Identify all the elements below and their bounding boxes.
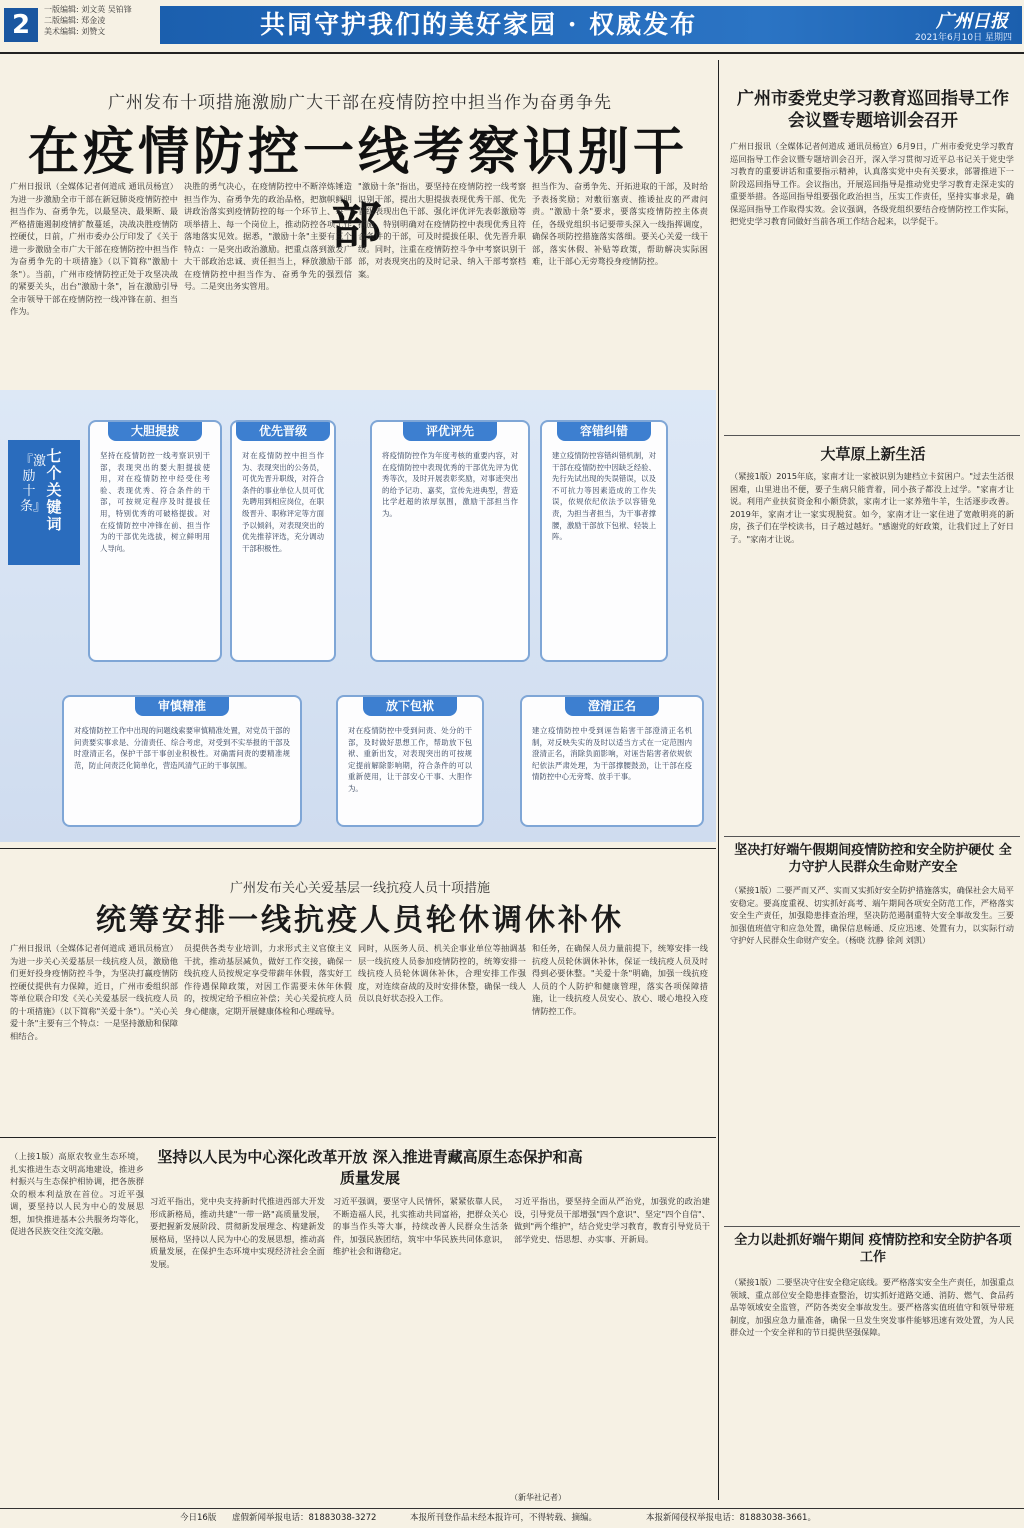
section-title: 共同守护我们的美好家园 · 权威发布: [260, 10, 698, 39]
editor-line: 二版编辑: 郑金凌: [44, 16, 106, 25]
right-rule: [724, 836, 1020, 837]
article1-column: 担当作为、奋勇争先、开拓进取的干部，及时给予表扬奖励；对敷衍塞责、推诿扯皮的严肃问责。"激励十条"要求，要落实疫情防控主体责任，各级党组织书记要带头深入一线指挥调度，确保各项防控措施落实落细。要关心关爱一线干部，落实休假、补贴等政策，帮助解决实际困难，让干部心无旁骛投身疫情防控。: [532, 181, 708, 266]
article1-headline: 在疫情防控一线考察识别干部: [27, 122, 688, 256]
right-story3-headline: 坚决打好端午假期间疫情防控和安全防护硬仗 全力守护人民群众生命财产安全: [734, 843, 1012, 875]
keyword-card: [62, 695, 302, 827]
keyword-card: [88, 420, 222, 662]
article2-column: 和任务，在确保人员力量前提下，统筹安排一线抗疫人员轮休调休补休，保证一线抗疫人员及时得到必要休整。"关爱十条"明确，加强一线抗疫人员的个人防护和健康管理，落实各项保障措施，让一线抗疫人员安心、放心、暖心地投入疫情防控工作。: [532, 943, 708, 1016]
right-story4-headline: 全力以赴抓好端午期间 疫情防控和安全防护各项工作: [734, 1233, 1012, 1265]
card-title: 大胆提拔: [108, 421, 202, 441]
keyword-card: [336, 695, 484, 827]
section-rule: [0, 1137, 716, 1138]
article2-column: 广州日报讯（全媒体记者何道成 通讯员杨宣）为进一步关心关爱基层一线抗疫人员，激励他们更好投身疫情防控斗争，为坚决打赢疫情防控硬仗提供有力保障，近日，广州市委组织部等单位联合印发《关心关爱基层一线抗疫人员的十项措施》（以下简称"关爱十条"）。"关心关爱十条"主要有三个特点：一是坚持激励和保障相结合。: [10, 943, 178, 1041]
article3-column: 习近平强调，要坚守人民情怀，紧紧依靠人民，不断造福人民，扎实推动共同富裕，把群众关心的事当作头等大事，持续改善人民群众生活条件，加强民族团结，筑牢中华民族共同体意识，维护社会和谐稳定。: [333, 1196, 508, 1256]
article2-column: 员提供各类专业培训，力求形式主义官僚主义干扰，推动基层减负，做好工作交接，确保一线抗疫人员按规定享受带薪年休假，落实好工作待遇保障政策，对因工作需要未休年休假的，按规定给予相应补偿；关心关爱抗疫人员身心健康，定期开展健康体检和心理疏导。: [184, 943, 352, 1016]
article1-column: "激励十条"指出，要坚持在疫情防控一线考察识别干部，提出大胆提拔表现优秀干部、优先晋级表现出色干部、强化评优评先表彰激励等措施，特别明确对在疫情防控中表现优秀且符合条件的干部，可及时提拔任职、优先晋升职级。同时，注重在疫情防控斗争中考察识别干部，对表现突出的及时记录、纳入干部考察档案。: [358, 181, 526, 279]
footer-copyright: 本报所刊登作品未经本报许可，不得转载、摘编。: [410, 1513, 598, 1523]
right-story1-headline: 广州市委党史学习教育巡回指导工作会议暨专题培训会召开: [737, 89, 1009, 131]
card-title: 容错纠错: [557, 421, 651, 441]
article1-column: 决胜的勇气决心，在疫情防控中不断淬炼锤造担当作为、奋勇争先的政治品格，把旗帜鲜明讲政治落实到疫情防控的每一个环节上、每一项举措上、每一个岗位上，推动防控各项工作落地落实见效。据悉，"激励十条"主要有三个特点：一是突出政治激励。把重点落到激发广大干部政治忠诚、责任担当上，释放激励干部在疫情防控中担当作为、奋勇争先的强烈信号。二是突出务实管用。: [184, 181, 352, 291]
right-story1-text: 广州日报讯（全媒体记者何道成 通讯员杨宣）6月9日，广州市委党史学习教育巡回指导工作会议暨专题培训会召开，深入学习贯彻习近平总书记关于党史学习教育的重要讲话和重要指示精神，认真落实党中央有关要求，部署推进下一阶段巡回指导工作。会议指出，开展巡回指导是推动党史学习教育走深走实的重要举措。各巡回指导组要强化政治担当，压实工作责任，坚持实事求是，确保巡回指导工作取得实效。会议强调，各级党组织要结合疫情防控工作实际，把党史学习教育同做好当前各项工作结合起来，以学促干。: [730, 141, 1014, 226]
keywords-title: 七个关键词: [46, 447, 62, 533]
keyword-card: [520, 695, 704, 827]
article2-kicker: 广州发布关心关爱基层一线抗疫人员十项措施: [229, 881, 490, 896]
right-rule: [724, 435, 1020, 436]
card-text: 对疫情防控工作中出现的问题线索要审慎精准处置，对党员干部的问责要实事求是、分清责任、综合考虑，对受到不实举报的干部及时澄清正名，保护干部干事创业积极性。对确需问责的要精准规范，防止问责泛化简单化，营造风清气正的干事氛围。: [74, 726, 290, 770]
keywords-subtitle: 『激励十条』: [20, 454, 47, 514]
page-masthead: [0, 0, 1024, 50]
page-footer: [0, 1508, 1024, 1528]
keyword-card: [370, 420, 530, 662]
article3-column: 习近平指出，党中央支持新时代推进西部大开发形成新格局，推动共建"一带一路"高质量发展，要把握新发展阶段、贯彻新发展理念、构建新发展格局，坚持以人民为中心的发展思想，推动高质量发展，在保护生态环境中实现经济社会全面发展。: [150, 1196, 325, 1269]
article3-column: （上接1版）高原农牧业生态环境，扎实推进生态文明高地建设，推进乡村振兴与生态保护相协调，把各族群众的根本利益放在首位。习近平强调，要坚持以人民为中心的发展思想，加快推进基本公共服务均等化，促进各民族交往交流交融。: [10, 1151, 144, 1236]
section-rule: [0, 848, 716, 849]
issue-date: 2021年6月10日 星期四: [915, 33, 1012, 43]
card-text: 将疫情防控作为年度考核的重要内容，对在疫情防控中表现优秀的干部优先评为优秀等次，及时开展表彰奖励，对事迹突出的给予记功、嘉奖，宣传先进典型，营造比学赶超的浓厚氛围，激励干部担当作为。: [382, 451, 518, 518]
footer-report: 本报新闻侵权举报电话：81883038-3661。: [646, 1513, 816, 1523]
newspaper-logo: 广州日报: [936, 11, 1008, 32]
article3-author: （新华社记者）: [510, 1493, 566, 1502]
card-text: 对在疫情防控中受到问责、处分的干部，及时做好思想工作，帮助放下包袱、重新出发，对表现突出的可按规定提前解除影响期，符合条件的可以重新使用，让干部安心干事、大胆作为。: [348, 726, 472, 793]
keywords-banner: [8, 440, 80, 565]
card-text: 对在疫情防控中担当作为、表现突出的公务员，可优先晋升职级，对符合条件的事业单位人员可优先聘用到相应岗位，在职级晋升、职称评定等方面予以倾斜，对表现突出的优先推荐评选，充分调动干部积极性。: [242, 451, 324, 553]
footer-hotline: 虚假新闻举报电话：81883038-3272: [232, 1513, 377, 1523]
section-banner: [160, 6, 1022, 44]
editor-line: 一版编辑: 刘文英 吴铂锋: [44, 5, 132, 14]
right-story2-text: （紧接1版）2015年底，家南才让一家被识别为建档立卡贫困户。"过去生活很困难，山里进出不便，要子生病只能背着，同小孩子都没上过学。"家南才让说。利用产业扶贫资金和小额贷款，家南才让一家养殖牛羊，生活逐步改善。2019年，家南才让一家实现脱贫。如今，家南才让一家住进了宽敞明亮的新房，孩子们在学校读书，日子越过越好。"感谢党的好政策，让我们过上了好日子。"家南才让说。: [730, 471, 1014, 544]
article2-column: 同时，从医务人员、机关企事业单位等抽调基层一线抗疫人员参加疫情防控的，统筹安排一线抗疫人员轮休调休补休，合理安排工作强度，对连续奋战的及时安排休整，确保一线人员以良好状态投入工作。: [358, 943, 526, 1003]
article3-column: 习近平指出，要坚持全面从严治党，加强党的政治建设，引导党员干部增强"四个意识"、坚定"四个自信"、做到"两个维护"，结合党史学习教育，教育引导党员干部学党史、悟思想、办实事、开新局。: [514, 1196, 710, 1244]
footer-pages: 今日16版: [180, 1513, 217, 1523]
editor-line: 美术编辑: 刘赞文: [44, 27, 106, 36]
article2-headline: 统筹安排一线抗疫人员轮休调休补休: [96, 903, 624, 938]
card-title: 评优评先: [403, 421, 497, 441]
card-title: 放下包袱: [363, 696, 457, 716]
right-story3-text: （紧接1版）二要严而又严、实而又实抓好安全防护措施落实，确保社会大局平安稳定。要高度重视、切实抓好高考、端午期间各项安全防范工作，严格落实安全生产责任，加强隐患排查治理，坚决防范遏制重特大安全事故发生。三要加强值班值守和应急处置，确保信息畅通、反应迅速、处置有力，以实际行动守护好人民群众生命财产安全。（杨晓 沈静 徐剑 刘凯）: [730, 885, 1014, 945]
article1-kicker: 广州发布十项措施激励广大干部在疫情防控中担当作为奋勇争先: [108, 93, 612, 113]
editor-credits: [44, 4, 154, 37]
right-story2-headline: 大草原上新生活: [820, 445, 926, 463]
card-text: 建立疫情防控容错纠错机制，对干部在疫情防控中因缺乏经验、先行先试出现的失误错误，以及不可抗力等因素造成的工作失误，依规依纪依法予以容错免责，为担当者担当，为干事者撑腰，激励干部放下包袱、轻装上阵。: [552, 451, 656, 542]
keyword-card: [540, 420, 668, 662]
card-text: 建立疫情防控中受到诬告陷害干部澄清正名机制，对反映失实的及时以适当方式在一定范围内澄清正名，消除负面影响，对诬告陷害者依规依纪依法严肃处理，为干部撑腰鼓劲，让干部在疫情防控中心无旁骛、放手干事。: [532, 726, 692, 782]
card-text: 坚持在疫情防控一线考察识别干部，表现突出的要大胆提拔使用，对在疫情防控中经受住考验、表现优秀、符合条件的干部，可按规定程序及时提拔任用，特别优秀的可破格提拔。对在疫情防控中冲锋在前、担当作为的干部优先选拔，树立鲜明用人导向。: [100, 451, 210, 553]
card-title: 审慎精准: [135, 696, 229, 716]
right-rule: [724, 1226, 1020, 1227]
article1-column: 广州日报讯（全媒体记者何道成 通讯员杨宣）为进一步激励全市干部在新冠肺炎疫情防控中担当作为、奋勇争先，以最坚决、最果断、最严格措施遏制疫情扩散蔓延，决战决胜疫情防控硬仗，日前，广州市委办公厅印发了《关于进一步激励全市广大干部在疫情防控中担当作为奋勇争先的十项措施》（以下简称"激励十条"）。当前，广州市疫情防控正处于攻坚决战的紧要关头，出台"激励十条"，旨在激励引导全市领导干部在疫情防控一线冲锋在前、担当作为。: [10, 181, 178, 316]
header-rule: [0, 52, 1024, 54]
page-number: 2: [4, 8, 38, 42]
card-title: 优先晋级: [236, 421, 330, 441]
article3-headline: 坚持以人民为中心深化改革开放 深入推进青藏高原生态保护和高质量发展: [157, 1148, 583, 1187]
right-story4-text: （紧接1版）二要坚决守住安全稳定底线。要严格落实安全生产责任，加强重点领域、重点部位安全隐患排查整治，切实抓好道路交通、消防、燃气、食品药品等领域安全监管，严防各类安全事故发生。要严格落实值班值守和领导带班制度，加强应急力量准备，确保一旦发生突发事件能够迅速有效处置，为人民群众过一个安全祥和的节日提供坚强保障。: [730, 1277, 1014, 1337]
column-divider: [718, 60, 719, 1500]
card-title: 澄清正名: [565, 696, 659, 716]
keyword-card: [230, 420, 336, 662]
